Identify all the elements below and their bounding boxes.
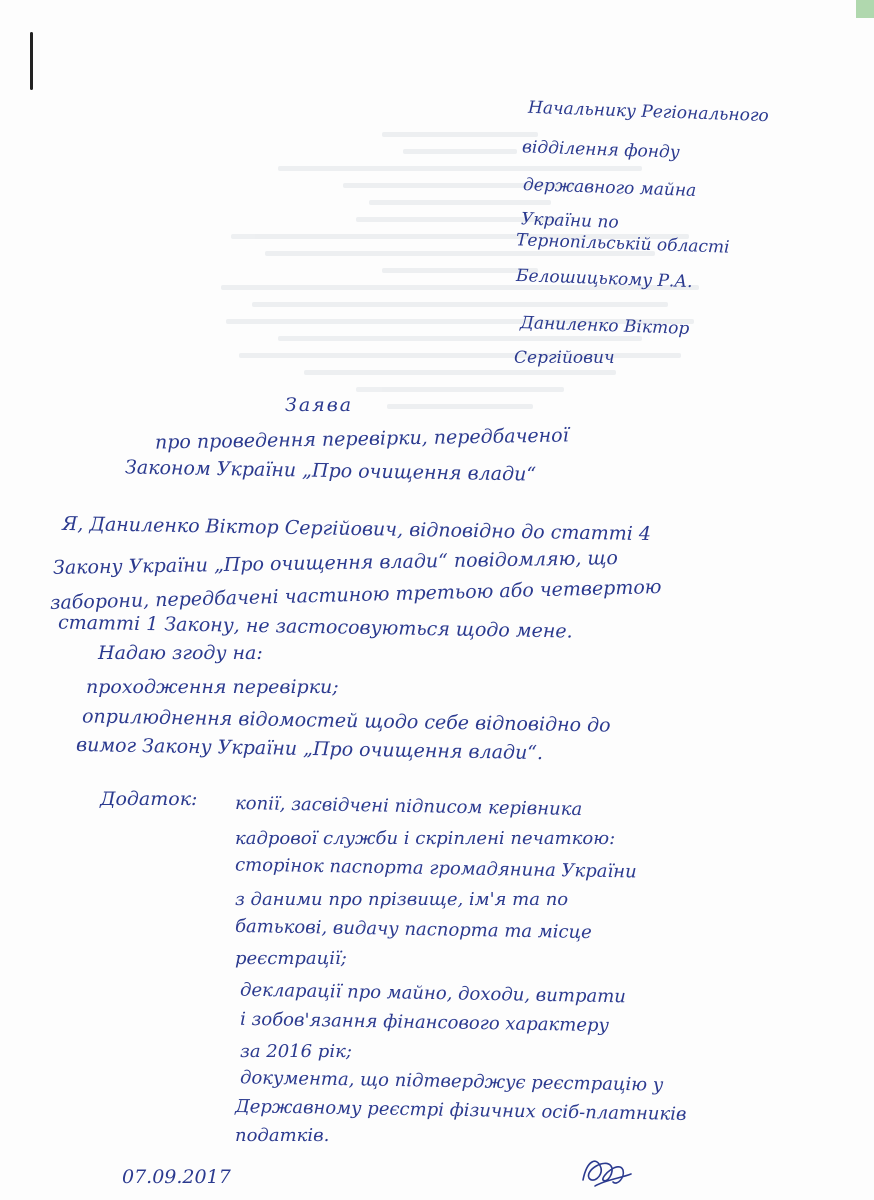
body-line: оприлюднення відомостей щодо себе відповідно до <box>81 705 611 737</box>
attachment-line: з даними про прізвище, ім'я та по <box>235 889 569 910</box>
attachment-line: і зобов'язання фінансового характеру <box>239 1008 610 1037</box>
attachment-line: декларації про майно, доходи, витрати <box>239 979 627 1008</box>
signature-icon <box>575 1150 635 1192</box>
attachment-line: копії, засвідчені підписом керівника <box>234 792 583 821</box>
attachment-line: сторінок паспорта громадянина України <box>234 854 637 883</box>
addressee-line: Начальнику Регіонального <box>527 97 770 127</box>
addressee-line: України по <box>520 209 619 233</box>
subtitle-line: про проведення перевірки, передбаченої <box>154 424 569 454</box>
corner-mark <box>856 0 874 18</box>
attachment-line: за 2016 рік; <box>240 1041 352 1062</box>
attachment-line: Державному реєстрі фізичних осіб-платників <box>234 1096 687 1125</box>
body-line: вимог Закону України „Про очищення влади“. <box>75 733 544 765</box>
body-line: Я, Даниленко Віктор Сергійович, відповідно до статті 4 <box>61 512 652 546</box>
document-date: 07.09.2017 <box>122 1166 231 1188</box>
body-line: проходження перевірки; <box>86 676 339 698</box>
body-line: Закону України „Про очищення влади“ повідомляю, що <box>52 547 619 579</box>
body-line: статті 1 Закону, не застосовуються щодо мене. <box>57 611 573 643</box>
attachment-label: Додаток: <box>100 788 198 810</box>
attachment-line: батькові, видачу паспорта та місце <box>234 915 592 944</box>
addressee-line: державного майна <box>522 174 697 202</box>
addressee-line: відділення фонду <box>521 137 680 163</box>
document-title: Заява <box>285 394 354 416</box>
sender-line: Сергійович <box>514 348 615 368</box>
margin-pen-mark <box>30 32 33 90</box>
attachment-line: податків. <box>235 1125 330 1146</box>
body-line: заборони, передбачені частиною третьою або четвертою <box>49 575 662 615</box>
addressee-line: Белошицькому Р.А. <box>515 265 693 293</box>
subtitle-line: Законом України „Про очищення влади“ <box>124 456 537 486</box>
attachment-line: кадрової служби і скріплені печаткою: <box>235 828 616 849</box>
sender-line: Даниленко Віктор <box>519 313 690 339</box>
attachment-line: реєстрації; <box>235 948 347 969</box>
addressee-line: Тернопільській області <box>515 230 730 258</box>
body-line: Надаю згоду на: <box>98 642 263 664</box>
attachment-line: документа, що підтверджує реєстрацію у <box>239 1067 664 1096</box>
